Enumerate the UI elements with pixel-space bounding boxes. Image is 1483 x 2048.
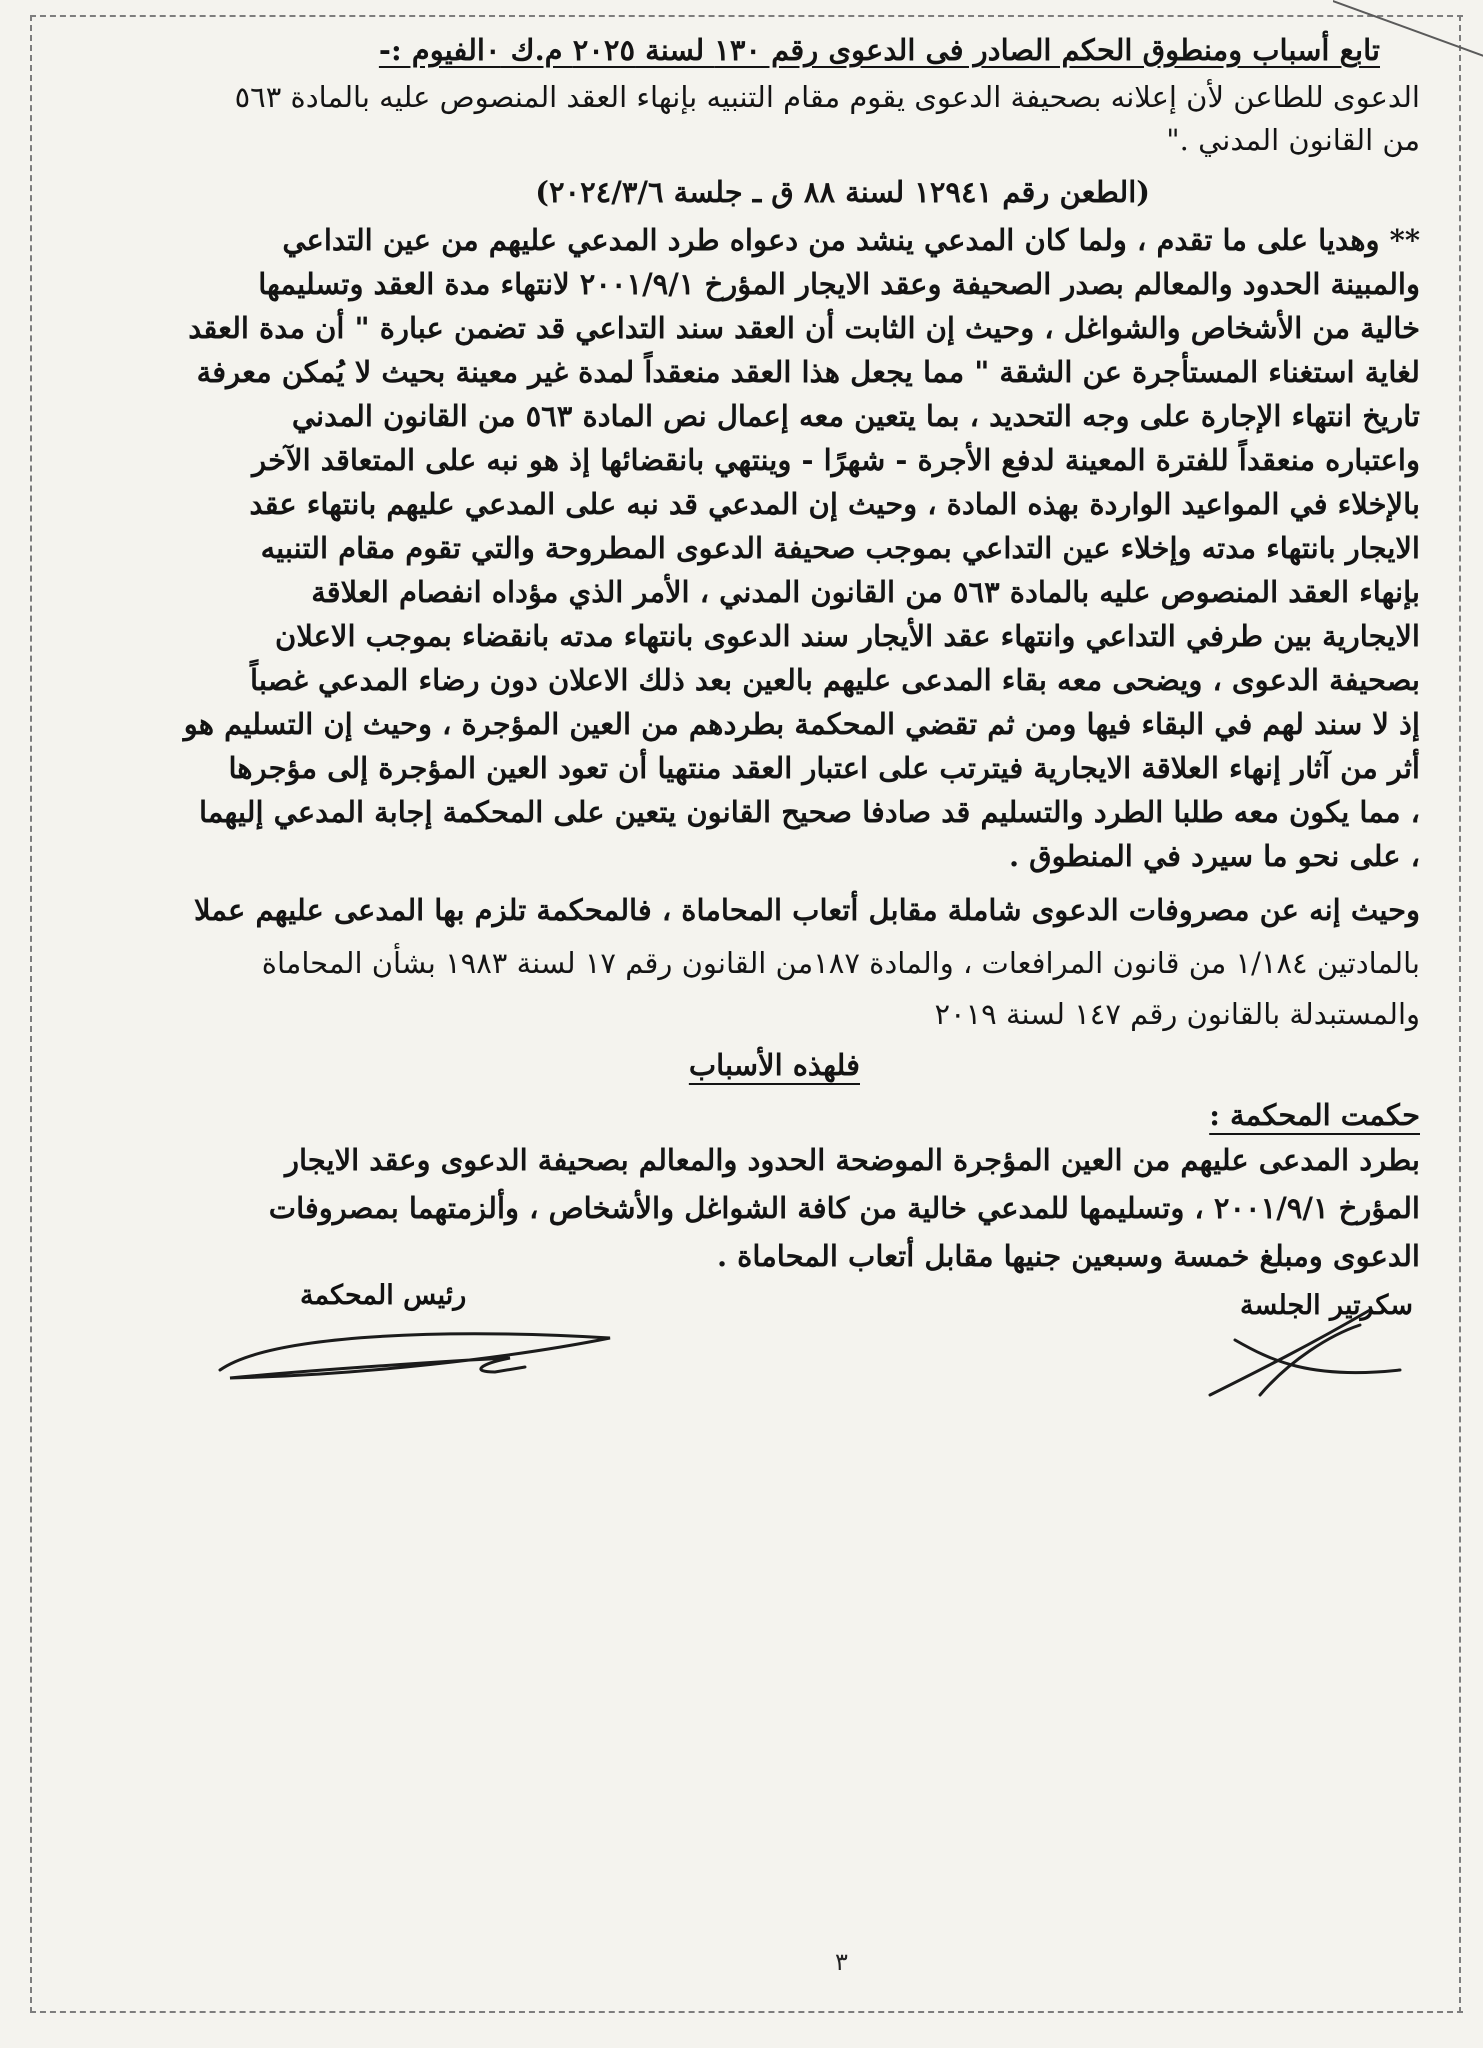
intro-line: من القانون المدني ." bbox=[1166, 123, 1420, 157]
secretary-label: سكرتير الجلسة bbox=[1240, 1290, 1414, 1321]
reasoning-line: بصحيفة الدعوى ، ويضحى معه بقاء المدعى عليهم بالعين بعد ذلك الاعلان دون رضاء المدعي غصباً bbox=[250, 663, 1420, 697]
judgment-line: المؤرخ ٢٠٠١/٩/١ ، وتسليمها للمدعي خالية من كافة الشواغل والأشخاص ، وألزمتهما بمصروفات bbox=[268, 1191, 1420, 1225]
reasoning-line: أثر من آثار إنهاء العلاقة الايجارية فيترتب على اعتبار العقد منتهيا أن تعود العين المؤجرة إلى مؤجرها bbox=[228, 751, 1420, 785]
intro-line: الدعوى للطاعن لأن إعلانه بصحيفة الدعوى يقوم مقام التنبيه بإنهاء العقد المنصوص عليه بالمادة ٥٦٣ bbox=[234, 80, 1420, 114]
reasoning-line: بإنهاء العقد المنصوص عليه بالمادة ٥٦٣ من القانون المدني ، الأمر الذي مؤداه انفصام العلاقة bbox=[311, 575, 1420, 609]
reasoning-line: والمبينة الحدود والمعالم بصدر الصحيفة وعقد الايجار المؤرخ ٢٠٠١/٩/١ لانتهاء مدة العقد وتسليمها bbox=[258, 267, 1420, 301]
page-number: ٣ bbox=[835, 1948, 848, 1976]
reasoning-line: لغاية استغناء المستأجرة عن الشقة " مما يجعل هذا العقد منعقداً لمدة غير معينة بحيث لا يُمكن معرفة bbox=[196, 355, 1420, 389]
reasoning-line: إذ لا سند لهم في البقاء فيها ومن ثم تقضي المحكمة بطردهم من العين المؤجرة ، وحيث إن التسليم هو bbox=[183, 707, 1420, 741]
expenses-line: بالمادتين ١/١٨٤ من قانون المرافعات ، والمادة ١٨٧من القانون رقم ١٧ لسنة ١٩٨٣ بشأن المحاماة bbox=[261, 946, 1420, 980]
expenses-line: وحيث إنه عن مصروفات الدعوى شاملة مقابل أتعاب المحاماة ، فالمحكمة تلزم بها المدعى عليهم عملا bbox=[193, 893, 1420, 927]
case-citation: (الطعن رقم ١٢٩٤١ لسنة ٨٨ ق ـ جلسة ٢٠٢٤/٣/٦) bbox=[535, 175, 1150, 209]
judgment-line: بطرد المدعى عليهم من العين المؤجرة الموضحة الحدود والمعالم بصحيفة الدعوى وعقد الايجار bbox=[284, 1143, 1420, 1177]
reasoning-line: بالإخلاء في المواعيد الواردة بهذه المادة ، وحيث إن المدعي قد نبه على المدعي عليهم بانتهاء عقد bbox=[249, 487, 1420, 521]
reasoning-line: الايجارية بين طرفي التداعي وانتهاء عقد الأيجار سند الدعوى بانتهاء مدته بانقضاء بموجب الاعلان bbox=[275, 619, 1420, 653]
judgment-title: حكمت المحكمة : bbox=[1209, 1098, 1420, 1132]
page-border-right bbox=[1459, 15, 1461, 2013]
page-border-left bbox=[30, 15, 32, 2013]
reasoning-line: ، على نحو ما سيرد في المنطوق . bbox=[1008, 839, 1420, 873]
reasoning-line: واعتباره منعقداً للفترة المعينة لدفع الأجرة - شهرًا - وينتهي بانقضائها إذ هو نبه على المتعاقد الآخر bbox=[252, 443, 1420, 477]
judgment-line: الدعوى ومبلغ خمسة وسبعين جنيها مقابل أتعاب المحاماة . bbox=[716, 1239, 1420, 1273]
reasoning-line: تاريخ انتهاء الإجارة على وجه التحديد ، بما يتعين معه إعمال نص المادة ٥٦٣ من القانون المدني bbox=[291, 399, 1420, 433]
reasoning-line: خالية من الأشخاص والشواغل ، وحيث إن الثابت أن العقد سند التداعي قد تضمن عبارة " أن مدة العقد bbox=[188, 311, 1420, 345]
document-header: تابع أسباب ومنطوق الحكم الصادر فى الدعوى رقم ١٣٠ لسنة ٢٠٢٥ م.ك ٠الفيوم :- bbox=[378, 33, 1380, 67]
expenses-line: والمستبدلة بالقانون رقم ١٤٧ لسنة ٢٠١٩ bbox=[934, 997, 1420, 1031]
president-label: رئيس المحكمة bbox=[300, 1280, 467, 1311]
page-border-bottom bbox=[30, 2011, 1463, 2013]
secretary-signature-icon bbox=[1200, 1300, 1410, 1410]
section-title: فلهذه الأسباب bbox=[688, 1048, 860, 1082]
page-border-top bbox=[30, 15, 1463, 17]
reasoning-line: الايجار بانتهاء مدته وإخلاء عين التداعي بموجب صحيفة الدعوى المطروحة والتي تقوم مقام التنبيه bbox=[260, 531, 1420, 565]
reasoning-line: ، مما يكون معه طلبا الطرد والتسليم قد صادفا صحيح القانون يتعين على المحكمة إجابة المدعي إليهما bbox=[198, 795, 1420, 829]
reasoning-line: ** وهديا على ما تقدم ، ولما كان المدعي ينشد من دعواه طرد المدعي عليهم من عين التداعي bbox=[282, 223, 1420, 257]
president-signature-icon bbox=[210, 1320, 630, 1390]
